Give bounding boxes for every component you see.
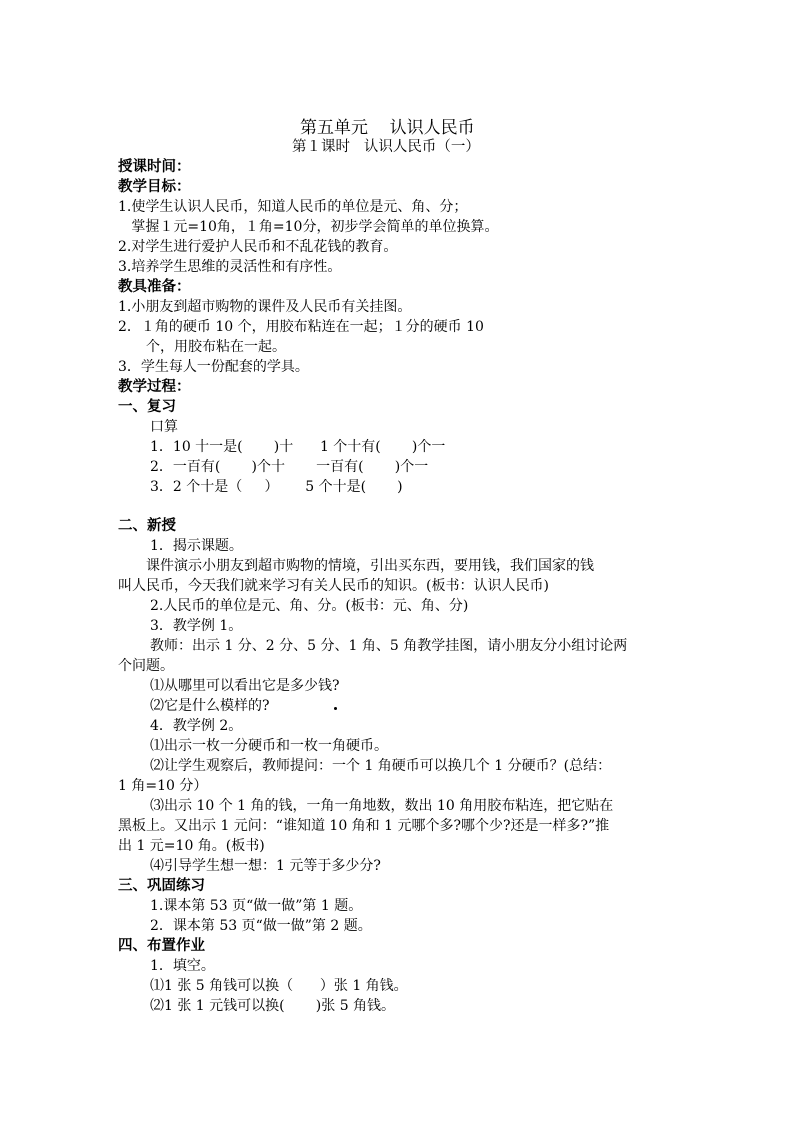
new-line: ⑵它是什么模样的? — [150, 698, 270, 714]
new-line: 1 角=10 分） — [118, 778, 208, 794]
process-heading: 教学过程： — [118, 379, 191, 395]
new-line: 个问题。 — [118, 658, 174, 674]
homework-line: ⑵1 张 1 元钱可以换( )张 5 角钱。 — [150, 998, 396, 1014]
new-line: ⑴从哪里可以看出它是多少钱? — [150, 678, 340, 694]
new-line: 出 1 元=10 角。(板书) — [118, 838, 265, 854]
tool-line: 个，用胶布粘在一起。 — [146, 339, 286, 355]
new-line: ⑵让学生观察后，教师提问：一个 1 角硬币可以换几个 1 分硬币？(总结： — [150, 758, 612, 774]
new-line: 叫人民币，今天我们就来学习有关人民币的知识。(板书：认识人民币) — [118, 578, 549, 594]
homework-line: 1．填空。 — [150, 958, 215, 974]
new-line: 黑板上。又出示 1 元问：“谁知道 10 角和 1 元哪个多?哪个少?还是一样多?”推 — [118, 818, 610, 834]
new-line: 2.人民币的单位是元、角、分。(板书：元、角、分) — [150, 598, 469, 614]
time-heading: 授课时间： — [118, 159, 191, 175]
new-line: 课件演示小朋友到超市购物的情境，引出买东西，要用钱，我们国家的钱 — [146, 558, 594, 574]
review-heading: 一、复习 — [118, 399, 176, 415]
page-title: 第五单元 认识人民币 — [300, 118, 475, 138]
goal-line: 2.对学生进行爱护人民币和不乱花钱的教育。 — [118, 239, 398, 255]
new-line: 教师：出示 1 分、2 分、5 分、1 角、5 角教学挂图，请小朋友分小组讨论两 — [150, 638, 628, 654]
new-heading: 二、新授 — [118, 518, 176, 534]
new-line: 3．教学例 1。 — [150, 618, 243, 634]
tool-line: 2．１角的硬币 10 个，用胶布粘连在一起；１分的硬币 10 — [118, 319, 484, 335]
page-subtitle: 第１课时 认识人民币（一） — [292, 139, 480, 155]
tools-heading: 教具准备： — [118, 279, 191, 295]
practice-line: 2．课本第 53 页“做一做”第 2 题。 — [150, 918, 372, 934]
practice-heading: 三、巩固练习 — [118, 878, 205, 894]
stray-dot — [334, 707, 337, 710]
new-line: 4．教学例 2。 — [150, 718, 243, 734]
tool-line: 3．学生每人一份配套的学具。 — [118, 359, 309, 375]
practice-line: 1.课本第 53 页“做一做”第 1 题。 — [150, 898, 363, 914]
goal-line: 3.培养学生思维的灵活性和有序性。 — [118, 259, 342, 275]
new-line: 1．揭示课题。 — [150, 538, 243, 554]
new-line: ⑷引导学生想一想：1 元等于多少分? — [150, 858, 381, 874]
review-line: 2．一百有( )个十 一百有( )个一 — [150, 459, 429, 475]
homework-heading: 四、布置作业 — [118, 938, 205, 954]
new-line: ⑴出示一枚一分硬币和一枚一角硬币。 — [150, 738, 388, 754]
tool-line: 1.小朋友到超市购物的课件及人民币有关挂图。 — [118, 299, 412, 315]
goal-line: 1.使学生认识人民币，知道人民币的单位是元、角、分； — [118, 199, 468, 215]
review-line: 3．2 个十是（ ） 5 个十是( ) — [150, 479, 403, 495]
goals-heading: 教学目标： — [118, 179, 191, 195]
review-line: 1．10 十一是( )十 1 个十有( )个一 — [150, 439, 446, 455]
new-line: ⑶出示 10 个 1 角的钱，一角一角地数，数出 10 角用胶布粘连，把它贴在 — [150, 798, 614, 814]
homework-line: ⑴1 张 5 角钱可以换（ ）张 1 角钱。 — [150, 978, 408, 994]
goal-line: 掌握１元=10角，１角=10分，初步学会简单的单位换算。 — [118, 219, 499, 235]
review-line: 口算 — [150, 419, 178, 435]
